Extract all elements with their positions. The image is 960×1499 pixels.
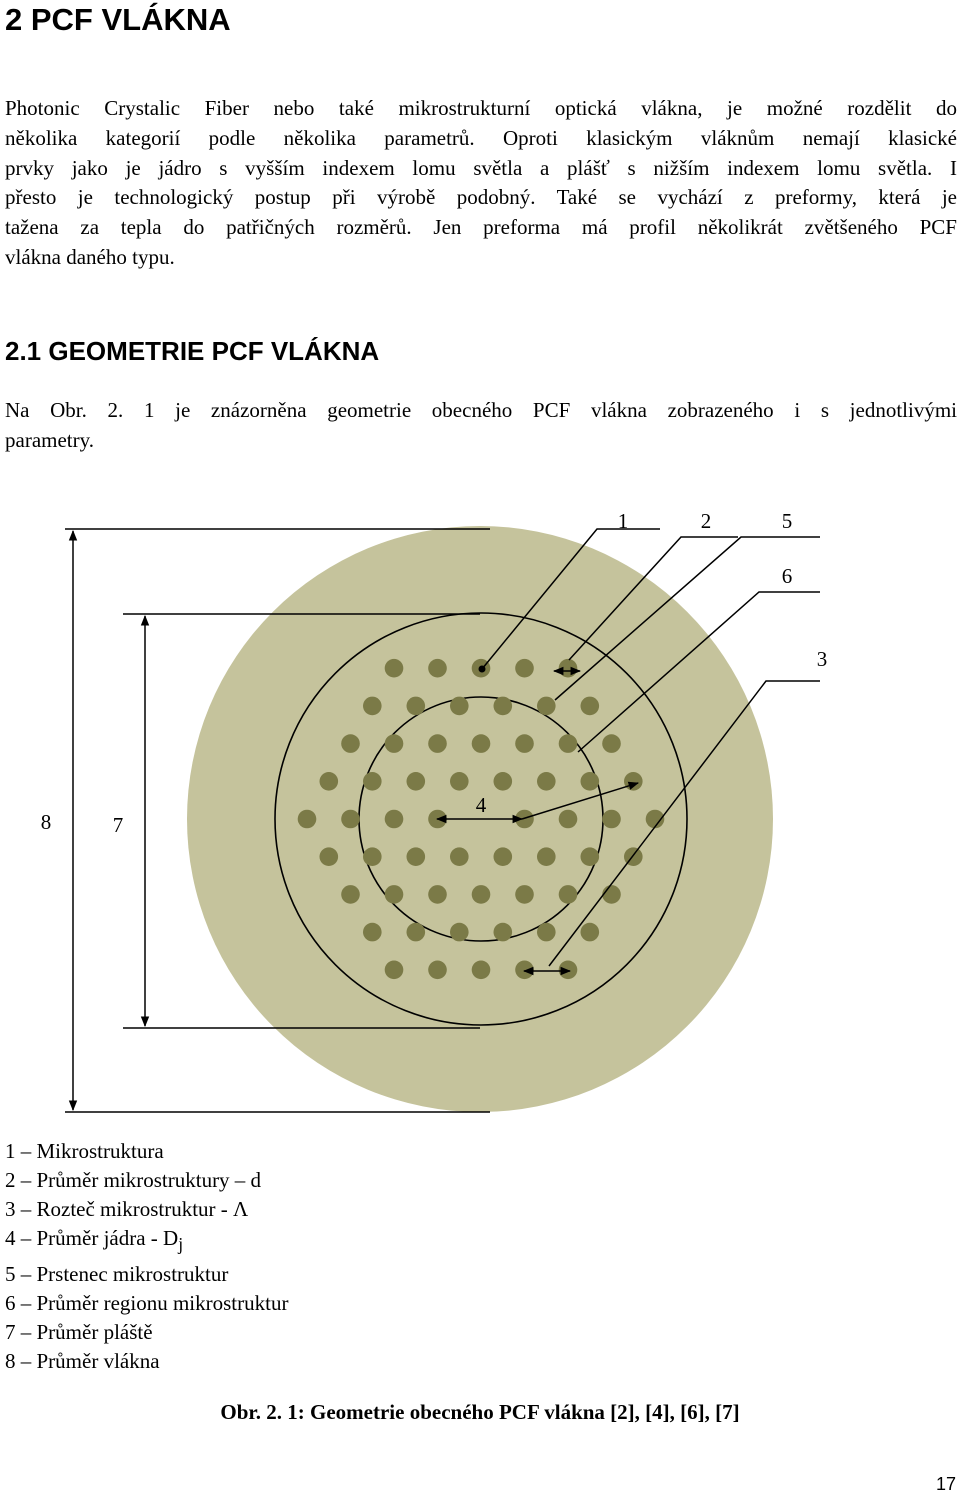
air-hole (472, 961, 491, 980)
air-hole (515, 961, 534, 980)
air-hole (407, 697, 426, 716)
legend-item: 7 – Průměr pláště (5, 1319, 153, 1344)
legend-item: 4 – Průměr jádra - $D_j$ (5, 1226, 184, 1255)
air-hole (320, 772, 339, 791)
label-8: 8 (40, 810, 52, 834)
air-hole (385, 810, 404, 829)
air-hole (341, 885, 360, 904)
label-6: 6 (781, 564, 793, 588)
air-hole (581, 923, 600, 942)
air-hole (559, 885, 578, 904)
section-heading: 2.1 GEOMETRIE PCF VLÁKNA (5, 336, 380, 366)
air-hole (602, 810, 621, 829)
air-hole (450, 772, 469, 791)
air-hole (407, 923, 426, 942)
air-hole (472, 885, 491, 904)
air-hole (494, 697, 513, 716)
air-hole (494, 923, 513, 942)
air-hole (428, 659, 447, 678)
air-hole (363, 697, 382, 716)
intro-paragraph (5, 94, 957, 273)
air-hole (515, 885, 534, 904)
intro-line: vlákna daného typu. (5, 244, 175, 269)
air-hole (385, 734, 404, 753)
section-line: parametry. (5, 427, 95, 452)
air-hole (581, 847, 600, 866)
label-1: 1 (617, 509, 629, 533)
air-hole (385, 885, 404, 904)
air-hole (537, 697, 556, 716)
label-2: 2 (700, 509, 712, 533)
label-5: 5 (781, 509, 793, 533)
intro-line: Photonic Crystalic Fiber nebo také mikrostrukturní optická vlákna, je možné rozdělit do (5, 96, 957, 120)
air-hole (494, 847, 513, 866)
air-hole (363, 923, 382, 942)
air-hole (559, 961, 578, 980)
label-7: 7 (112, 813, 124, 837)
legend-item: 5 – Prstenec mikrostruktur (5, 1261, 229, 1286)
intro-line: prvky jako je jádro s vyšším indexem lomu světla a plášť s nižším indexem lomu světla. I (5, 155, 957, 180)
air-hole (581, 697, 600, 716)
air-hole (298, 810, 317, 829)
air-hole (472, 734, 491, 753)
figure-caption: Obr. 2. 1: Geometrie obecného PCF vlákna [2], [4], [6], [7] (220, 1400, 740, 1424)
section-line: Na Obr. 2. 1 je znázorněna geometrie obecného PCF vlákna zobrazeného i s jednotlivými (5, 398, 957, 422)
air-hole (559, 659, 578, 678)
air-hole (494, 772, 513, 791)
label-3: 3 (816, 647, 828, 671)
leader-1-dot (479, 666, 486, 673)
air-hole (385, 659, 404, 678)
legend-item: 6 – Průměr regionu mikrostruktur (5, 1290, 289, 1315)
chapter-heading: 2 PCF VLÁKNA (5, 2, 231, 37)
air-hole (428, 961, 447, 980)
air-hole (341, 734, 360, 753)
label-4: 4 (475, 793, 487, 817)
air-hole (515, 734, 534, 753)
air-hole (624, 772, 643, 791)
page-number: 17 (935, 1474, 956, 1494)
figure-legend (5, 1137, 288, 1376)
air-hole (363, 847, 382, 866)
legend-item: 1 – Mikrostruktura (5, 1139, 164, 1163)
pcf-geometry-figure (0, 490, 960, 1130)
legend-item: 3 – Rozteč mikrostruktur - Λ (5, 1197, 249, 1222)
air-hole (407, 847, 426, 866)
air-hole (363, 772, 382, 791)
intro-line: tažena za tepla do patřičných rozměrů. Jen preforma má profil několikrát zvětšeného PCF (5, 215, 957, 240)
air-hole (537, 847, 556, 866)
air-hole (559, 810, 578, 829)
air-hole (407, 772, 426, 791)
air-hole (450, 923, 469, 942)
air-hole (428, 734, 447, 753)
air-hole (341, 810, 360, 829)
air-hole (581, 772, 600, 791)
air-hole (450, 697, 469, 716)
air-hole (537, 923, 556, 942)
air-hole (385, 961, 404, 980)
air-hole (320, 847, 339, 866)
air-hole (450, 847, 469, 866)
air-hole (537, 772, 556, 791)
section-paragraph (5, 396, 957, 456)
legend-item: 8 – Průměr vlákna (5, 1348, 160, 1373)
air-hole (559, 734, 578, 753)
air-hole (602, 734, 621, 753)
legend-item: 2 – Průměr mikrostruktury – d (5, 1168, 262, 1193)
intro-line: přesto je technologický postup při výrobě podobný. Také se vychází z preformy, která je (5, 185, 957, 210)
air-hole (602, 885, 621, 904)
air-hole (428, 885, 447, 904)
intro-line: několika kategorií podle několika parametrů. Oproti klasickým vláknům nemají klasické (5, 125, 957, 150)
air-hole (515, 659, 534, 678)
